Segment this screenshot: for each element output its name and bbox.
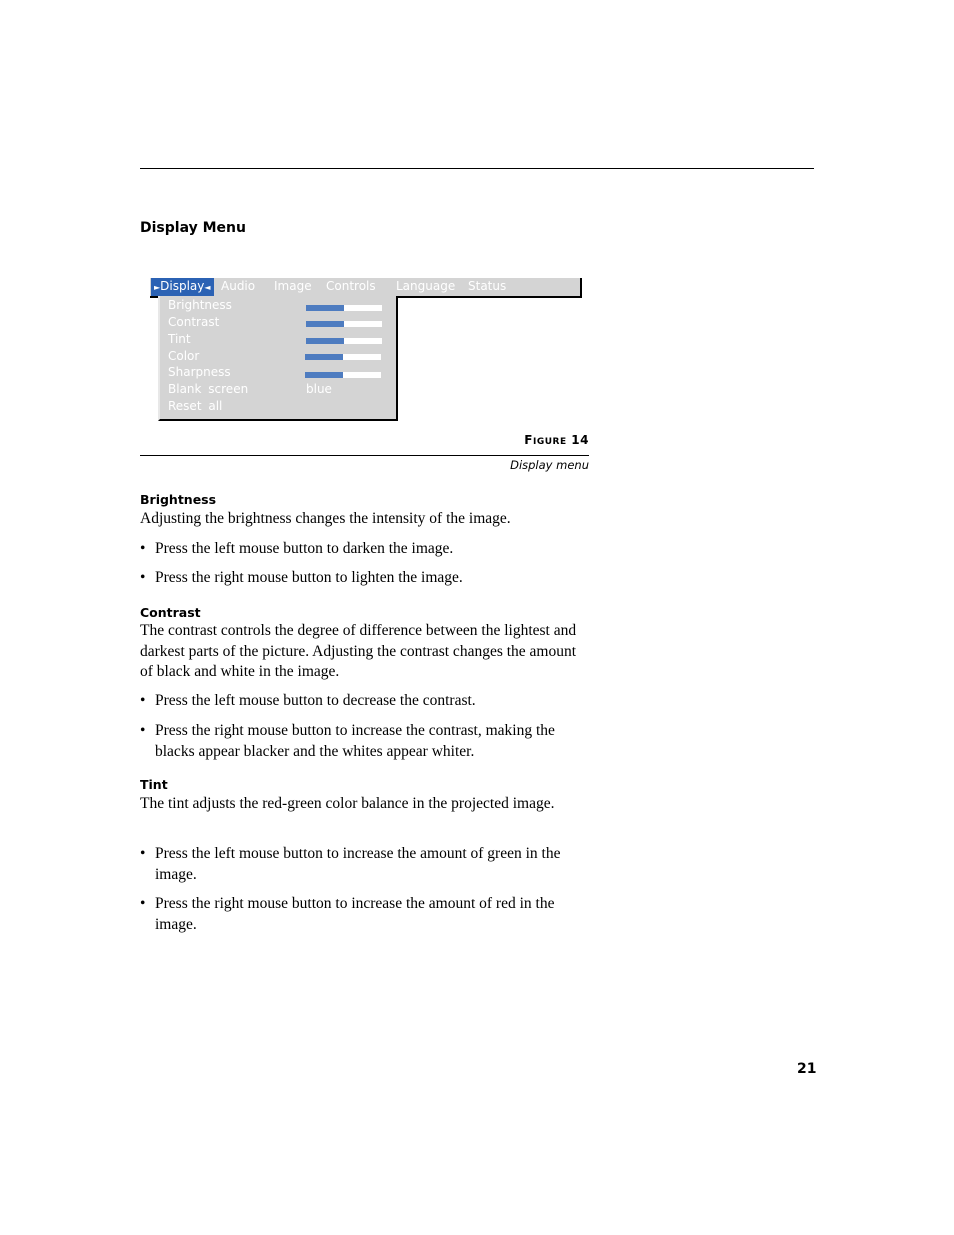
- blank-screen-value: blue: [306, 382, 332, 396]
- header-rule: [140, 168, 814, 169]
- menu-item-reset-all[interactable]: Reset all: [168, 399, 223, 413]
- list-item: • Press the right mouse button to lighten the image.: [140, 569, 463, 586]
- section-title: Display Menu: [140, 220, 246, 236]
- sharpness-slider[interactable]: [305, 372, 381, 378]
- paragraph-tint: The tint adjusts the red-green color balance in the projected image.: [140, 795, 555, 812]
- list-item: • Press the right mouse button to increase the contrast, making the blacks appear blacker and the whites appear whiter.: [140, 722, 555, 760]
- brightness-slider[interactable]: [306, 305, 382, 311]
- menu-item-sharpness[interactable]: Sharpness: [168, 365, 231, 379]
- figure-rule: [140, 455, 589, 456]
- list-item: • Press the left mouse button to darken the image.: [140, 540, 454, 557]
- heading-contrast: Contrast: [140, 605, 201, 620]
- heading-brightness: Brightness: [140, 492, 217, 507]
- menu-item-brightness[interactable]: Brightness: [168, 298, 232, 312]
- paragraph-contrast: The contrast controls the degree of difference between the lightest and darkest parts of the picture. Adjusting the contrast changes the amount of black and white in the image.: [140, 622, 577, 680]
- list-item: • Press the left mouse button to increase the amount of green in the image.: [140, 845, 561, 883]
- tint-slider[interactable]: [306, 338, 382, 344]
- arrow-right-icon: ►: [154, 283, 161, 292]
- paragraph-brightness: Adjusting the brightness changes the intensity of the image.: [140, 510, 511, 527]
- slider-fill: [306, 338, 344, 344]
- tab-display[interactable]: ►Display◄: [151, 278, 214, 296]
- slider-fill: [306, 321, 344, 327]
- list-item: • Press the right mouse button to increase the amount of red in the image.: [140, 895, 555, 933]
- slider-fill: [306, 305, 344, 311]
- menu-item-color[interactable]: Color: [168, 349, 200, 363]
- heading-tint: Tint: [140, 777, 168, 792]
- menu-item-contrast[interactable]: Contrast: [168, 315, 220, 329]
- tab-audio[interactable]: Audio: [221, 279, 256, 293]
- tab-status[interactable]: Status: [468, 279, 507, 293]
- menu-item-tint[interactable]: Tint: [168, 332, 191, 346]
- menu-bar: [150, 278, 582, 298]
- page-number: 21: [797, 1061, 817, 1077]
- tab-controls[interactable]: Controls: [326, 279, 376, 293]
- color-slider[interactable]: [305, 354, 381, 360]
- tab-language[interactable]: Language: [396, 279, 456, 293]
- figure-caption: Display menu: [510, 458, 589, 472]
- contrast-slider[interactable]: [306, 321, 382, 327]
- figure-label: FIGURE 14: [524, 433, 589, 447]
- slider-fill: [305, 354, 343, 360]
- arrow-left-icon: ◄: [204, 283, 211, 292]
- menu-item-blank-screen[interactable]: Blank screen: [168, 382, 249, 396]
- list-item: • Press the left mouse button to decrease the contrast.: [140, 692, 476, 709]
- slider-fill: [305, 372, 343, 378]
- display-dropdown: [158, 296, 398, 421]
- tab-image[interactable]: Image: [274, 279, 312, 293]
